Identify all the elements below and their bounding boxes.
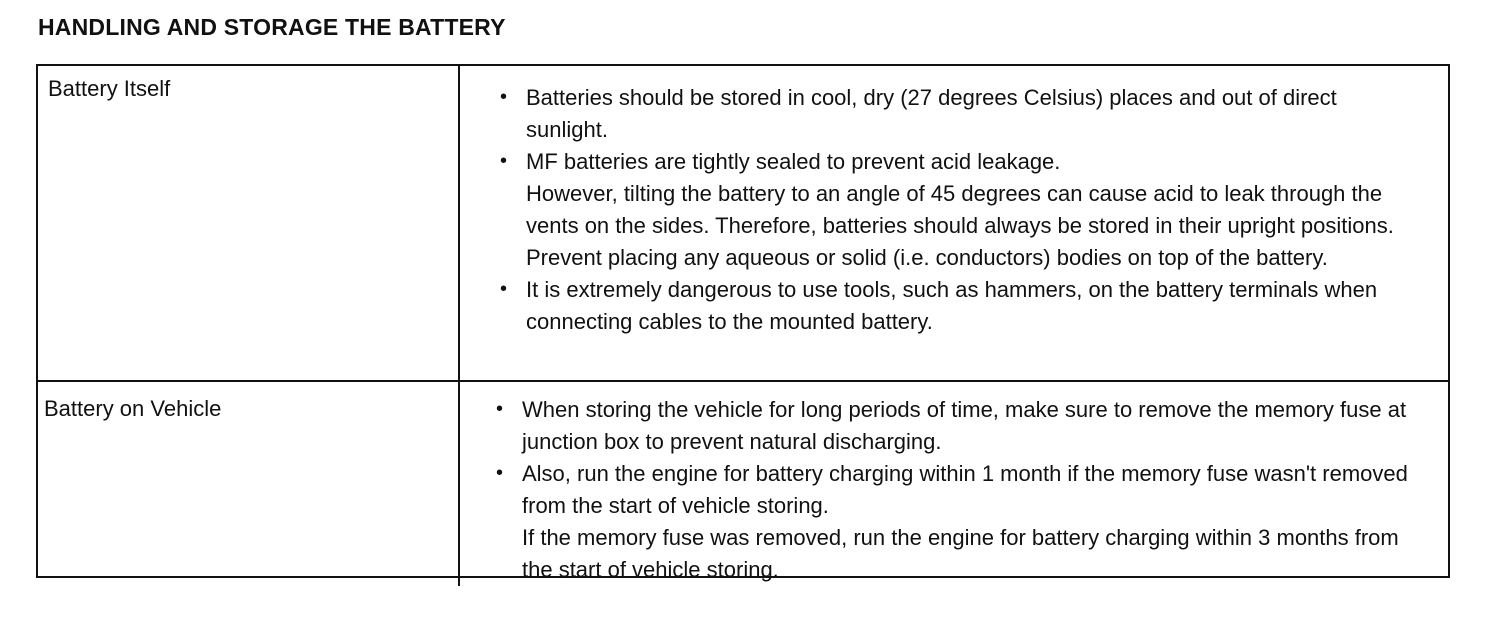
bullet-text: Also, run the engine for battery charging within 1 month if the memory fuse wasn't removed from the start of vehicle storing. (522, 461, 1408, 518)
bullet-text: If the memory fuse was removed, run the engine for battery charging within 3 months from the start of vehicle storing. (522, 525, 1399, 582)
bullet-icon: • (500, 86, 508, 108)
list-item (498, 82, 1418, 146)
bullet-text: When storing the vehicle for long periods of time, make sure to remove the memory fuse at junction box to prevent natural discharging. (522, 397, 1407, 454)
bullet-icon: • (500, 150, 508, 172)
bullet-icon: • (496, 462, 504, 484)
row-label-battery-on-vehicle: Battery on Vehicle (38, 382, 460, 586)
bullet-icon: • (496, 398, 504, 420)
list-item (498, 146, 1418, 274)
battery-handling-table (36, 64, 1450, 582)
list-item (494, 458, 1418, 586)
row-label-battery-itself: Battery Itself (38, 66, 460, 382)
bullet-text: However, tilting the battery to an angle of 45 degrees can cause acid to leak through the vents on the sides. Therefore, batteries should always be stored in their upright positions. Prevent placing any aqueous or solid (i.e. conductors) bodies on top of the battery. (526, 181, 1394, 270)
list-item (498, 274, 1418, 338)
bullet-list (494, 394, 1418, 586)
bullet-icon: • (500, 278, 508, 300)
list-item (494, 394, 1418, 458)
row-content-battery-itself (460, 66, 1448, 382)
bullet-text: It is extremely dangerous to use tools, such as hammers, on the battery terminals when connecting cables to the mounted battery. (526, 277, 1378, 334)
row-content-battery-on-vehicle (460, 382, 1448, 586)
page-title: HANDLING AND STORAGE THE BATTERY (38, 14, 506, 40)
bullet-text: MF batteries are tightly sealed to prevent acid leakage. (526, 149, 1061, 174)
bullet-text: Batteries should be stored in cool, dry (27 degrees Celsius) places and out of direct sunlight. (526, 85, 1337, 142)
bullet-list (498, 82, 1418, 338)
